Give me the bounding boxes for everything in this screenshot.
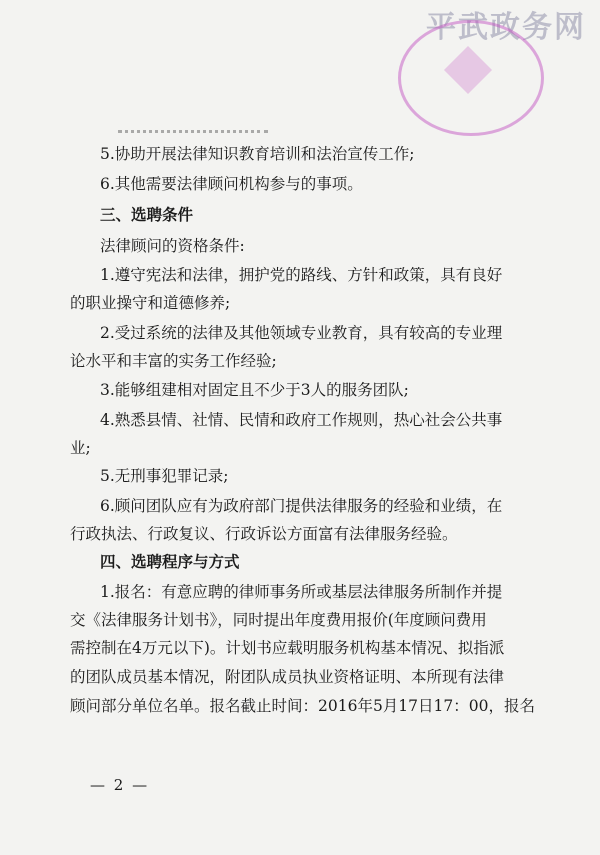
text-line: 交《法律服务计划书》，同时提出年度费用报价(年度顾问费用 [70, 611, 487, 629]
text-line: 5.无刑事犯罪记录; [100, 467, 229, 485]
text-line: 6.顾问团队应有为政府部门提供法律服务的经验和业绩，在 [100, 497, 503, 515]
text-line: 2.受过系统的法律及其他领域专业教育，具有较高的专业理 [100, 324, 503, 342]
text-line: 5.协助开展法律知识教育培训和法治宣传工作; [100, 145, 415, 163]
text-line: 1.报名：有意应聘的律师事务所或基层法律服务所制作并提 [100, 583, 503, 601]
text-line: 论水平和丰富的实务工作经验; [70, 352, 277, 370]
text-line: 的职业操守和道德修养; [70, 294, 231, 312]
text-line: 1.遵守宪法和法律，拥护党的路线、方针和政策，具有良好 [100, 266, 503, 284]
text-line: 6.其他需要法律顾问机构参与的事项。 [100, 175, 363, 193]
text-line: 需控制在4万元以下)。计划书应载明服务机构基本情况、拟指派 [70, 639, 505, 657]
official-seal-icon [398, 20, 544, 136]
text-line: 行政执法、行政复议、行政诉讼方面富有法律服务经验。 [70, 525, 458, 543]
page-number: — 2 — [90, 776, 150, 794]
text-line: 顾问部分单位名单。报名截止时间：2016年5月17日17：00，报名 [70, 697, 535, 715]
section-heading: 三、选聘条件 [100, 206, 194, 224]
text-line: 4.熟悉县情、社情、民情和政府工作规则，热心社会公共事 [100, 411, 503, 429]
text-line: 3.能够组建相对固定且不少于3人的服务团队; [100, 381, 409, 399]
text-line: 法律顾问的资格条件: [100, 237, 245, 255]
text-line: 的团队成员基本情况，附团队成员执业资格证明、本所现有法律 [70, 668, 505, 686]
watermark: 平武政务网 [426, 10, 586, 45]
section-heading: 四、选聘程序与方式 [100, 553, 240, 571]
bleed-through-mark [118, 122, 268, 133]
text-line: 业; [70, 439, 91, 457]
